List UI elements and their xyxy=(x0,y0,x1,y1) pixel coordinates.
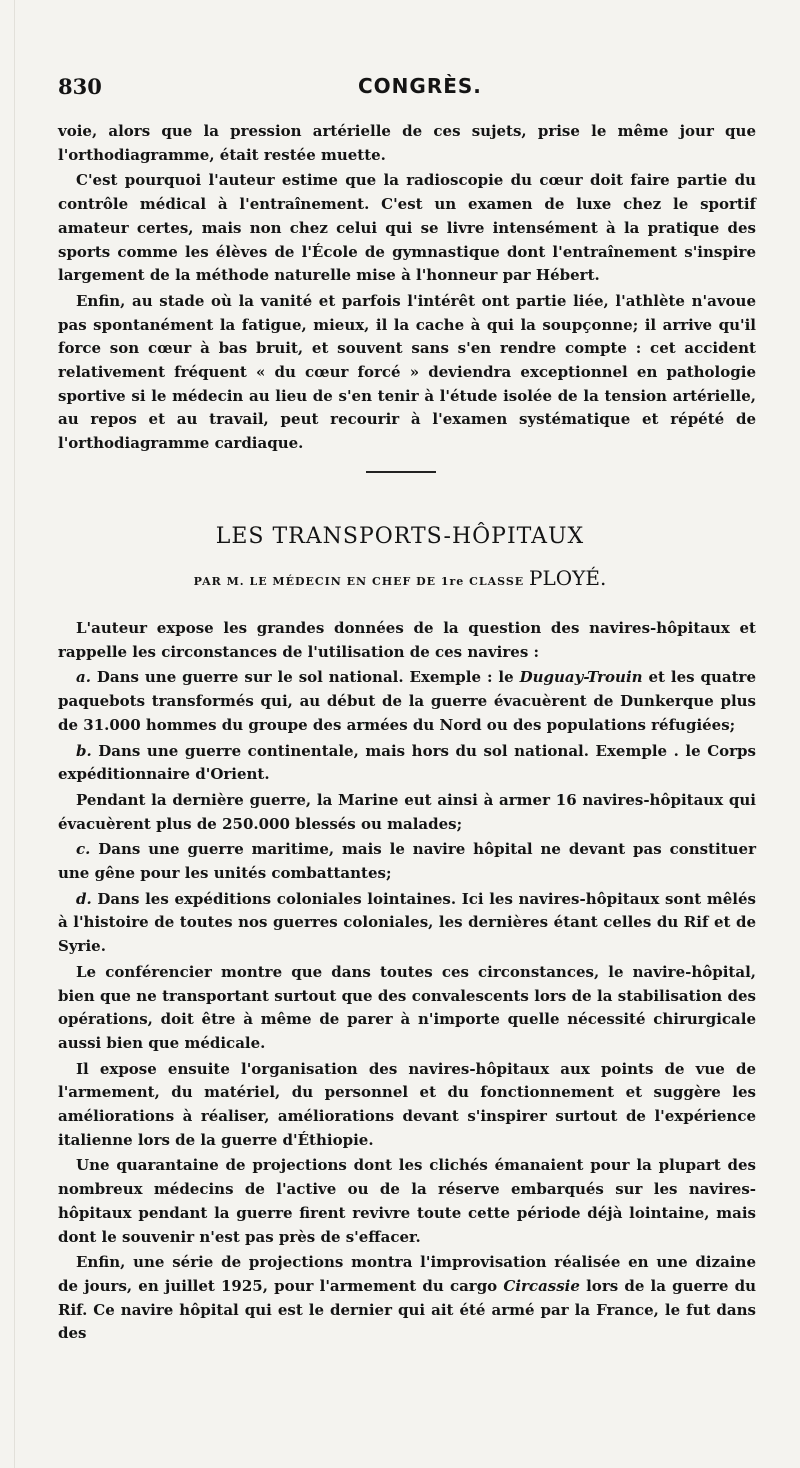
text-run: Dans une guerre sur le sol national. Exemple : le xyxy=(96,668,514,687)
text-run: Dans les expéditions coloniales lointaines. Ici les navires-hôpitaux sont mêlés à l'histoire de toutes nos guerres coloniales, les dernières étant celles du Rif et de Syrie. xyxy=(58,889,756,956)
section-transports-text xyxy=(58,617,756,1348)
paragraph: L'auteur expose les grandes données de la question des navires-hôpitaux et rappelle les circonstances de l'utilisation de ces navires : xyxy=(58,619,756,661)
paragraph xyxy=(58,666,756,737)
list-letter: b. xyxy=(76,741,92,760)
paragraph xyxy=(58,888,756,959)
paragraph xyxy=(58,1251,756,1346)
section-divider xyxy=(366,471,436,473)
section-cardio-text xyxy=(58,120,756,458)
paragraph: C'est pourquoi l'auteur estime que la radioscopie du cœur doit faire partie du contrôle médical à l'entraînement. C'est un examen de luxe chez le sportif amateur certes, mais non chez celui qui se livre intensément à la pratique des sports comme les élèves de l'École de gymnastique dont l'entraînement s'inspire largement de la méthode naturelle mise à l'honneur par Hébert. xyxy=(58,171,756,285)
paragraph: Enfin, au stade où la vanité et parfois l'intérêt ont partie liée, l'athlète n'avoue pas spontanément la fatigue, mieux, il la cache à qui la soupçonne; il arrive qu'il force son cœur à bas bruit, et souvent sans s'en rendre compte : cet accident relativement fréquent « du cœur forcé » deviendra exceptionnel en pathologie sportive si le médecin au lieu de s'en tenir à l'étude isolée de la tension artérielle, au repos et au travail, peut recourir à l'examen systématique et répété de l'orthodiagramme cardiaque. xyxy=(58,291,756,453)
paragraph: Le conférencier montre que dans toutes ces circonstances, le navire-hôpital, bien que ne transportant surtout que des convalescents lors de la stabilisation des opérations, doit être à même de parer à n'importe quelle nécessité chirurgicale aussi bien que médicale. xyxy=(58,962,756,1052)
paragraph: Une quarantaine de projections dont les clichés émanaient pour la plupart des nombreux médecins de l'active ou de la réserve embarqués sur les navires-hôpitaux pendant la guerre firent revivre toute cette période déjà lointaine, mais dont le souvenir n'est pas près de s'effacer. xyxy=(58,1156,756,1246)
running-head: CONGRÈS. xyxy=(358,74,482,98)
list-letter: a. xyxy=(76,668,91,687)
text-run: lors de la guerre du Rif. Ce navire hôpital qui est le dernier qui ait été armé par la France, le fut dans des xyxy=(58,1276,756,1343)
page-header xyxy=(58,74,758,110)
article-byline xyxy=(0,566,800,590)
ship-name: Duguay-Trouin xyxy=(519,668,643,687)
paragraph xyxy=(58,740,756,787)
paragraph: voie, alors que la pression artérielle de ces sujets, prise le même jour que l'orthodiagramme, était restée muette. xyxy=(58,122,756,164)
text-run: Dans une guerre maritime, mais le navire hôpital ne devant pas constituer une gêne pour les unités combattantes; xyxy=(58,840,756,883)
list-letter: c. xyxy=(76,840,91,859)
page-number: 830 xyxy=(58,74,102,99)
paragraph xyxy=(58,838,756,885)
text-run: Dans une guerre continentale, mais hors du sol national. Exemple . le Corps expéditionnaire d'Orient. xyxy=(58,741,756,784)
text-run: et les quatre paquebots transformés qui, au début de la guerre évacuèrent de Dunkerque plus de 31.000 hommes du groupe des armées du Nord ou des populations réfugiées; xyxy=(58,668,757,734)
page-edge-shadow xyxy=(14,0,15,1468)
ship-name: Circassie xyxy=(503,1276,580,1295)
paragraph: Pendant la dernière guerre, la Marine eut ainsi à armer 16 navires-hôpitaux qui évacuèrent plus de 250.000 blessés ou malades; xyxy=(58,790,756,833)
paragraph: Il expose ensuite l'organisation des navires-hôpitaux aux points de vue de l'armement, du matériel, du personnel et du fonctionnement et suggère les améliorations à réaliser, améliorations devant s'inspirer surtout de l'expérience italienne lors de la guerre d'Éthiopie. xyxy=(58,1059,756,1149)
text-run: Enfin, une série de projections montra l'improvisation réalisée en une dizaine de jours, en juillet 1925, pour l'armement du cargo xyxy=(58,1253,756,1295)
article-title: LES TRANSPORTS-HÔPITAUX xyxy=(215,524,585,549)
author-name: PLOYÉ. xyxy=(529,566,607,590)
list-letter: d. xyxy=(76,889,92,908)
byline-prefix: PAR M. LE MÉDECIN EN CHEF DE 1re CLASSE xyxy=(193,575,525,588)
